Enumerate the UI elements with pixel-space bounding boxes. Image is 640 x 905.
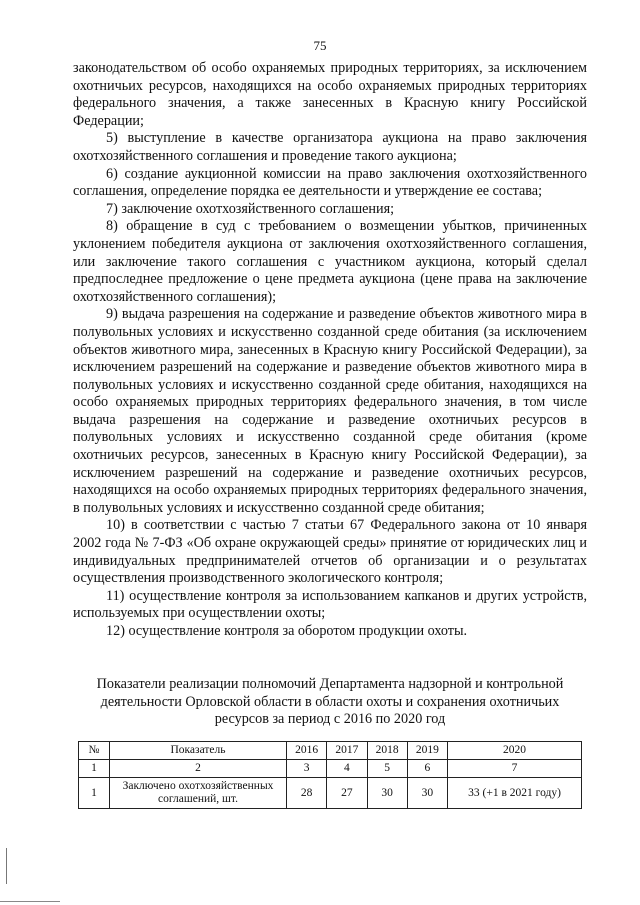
value-cell-2017: 27 [327, 778, 367, 809]
column-number-cell: 1 [79, 760, 110, 778]
indicators-table [78, 741, 582, 809]
column-number-cell: 5 [367, 760, 407, 778]
table-row [79, 778, 582, 809]
indicator-name-cell: Заключено охотхозяйственных соглашений, шт. [110, 778, 287, 809]
body-paragraph: 10) в соответствии с частью 7 статьи 67 Федерального закона от 10 января 2002 года № 7-ФЗ «Об охране окружающей среды» принятие от юридических лиц и индивидуальных предпринимателей отчетов об организации и о результатах осуществления производственного экологического контроля; [73, 517, 587, 587]
body-paragraph: 11) осуществление контроля за использованием капканов и других устройств, используемых при осуществлении охоты; [73, 587, 587, 622]
table-title: Показатели реализации полномочий Департамента надзорной и контрольной деятельности Орловской области в области охоты и сохранения охотничьих ресурсов за период с 2016 по 2020 год [96, 676, 564, 728]
column-number-cell: 7 [448, 760, 582, 778]
body-paragraph: 9) выдача разрешения на содержание и разведение объектов животного мира в полувольных условиях и искусственно созданной среде обитания (за исключением объектов животного мира, занесенных в Красную книгу Российской Федерации), за исключением разрешений на содержание и разведение объектов животного мира в полувольных условиях и искусственно созданной среде обитания, находящихся на особо охраняемых природных территориях федерального значения, в том числе выдача разрешения на содержание и разведение охотничьих ресурсов в полувольных условиях и искусственно созданной среде обитания (кроме охотничьих ресурсов, занесенных в Красную книгу Российской Федерации), за исключением разрешений на содержание и разведение охотничьих ресурсов, находящихся на особо охраняемых природных территориях федерального значения, в полувольных условиях и искусственно созданной среде обитания; [73, 306, 587, 516]
header-cell-year: 2018 [367, 742, 407, 760]
header-cell-year: 2020 [448, 742, 582, 760]
column-number-cell: 2 [110, 760, 287, 778]
value-cell-2016: 28 [287, 778, 327, 809]
header-cell-year: 2017 [327, 742, 367, 760]
column-number-cell: 6 [407, 760, 447, 778]
scan-bottom-line [0, 901, 60, 902]
value-cell-2018: 30 [367, 778, 407, 809]
header-cell-number: № [79, 742, 110, 760]
body-paragraph: 6) создание аукционной комиссии на право заключения охотхозяйственного соглашения, определение порядка ее деятельности и утверждение ее состава; [73, 165, 587, 200]
body-paragraph: 8) обращение в суд с требованием о возмещении убытков, причиненных уклонением победителя аукциона от заключения охотхозяйственного соглашения, или заключение такого соглашения с участником аукциона, который сделал предпоследнее предложение о цене предмета аукциона (цене права на заключение охотхозяйственного соглашения); [73, 218, 587, 305]
body-paragraph: 5) выступление в качестве организатора аукциона на право заключения охотхозяйственного соглашения и проведение такого аукциона; [73, 130, 587, 164]
value-cell-2020: 33 (+1 в 2021 году) [448, 778, 582, 809]
body-text [73, 60, 587, 641]
column-number-cell: 3 [287, 760, 327, 778]
row-number-cell: 1 [79, 778, 110, 809]
scan-margin-mark [6, 848, 7, 884]
column-number-cell: 4 [327, 760, 367, 778]
column-number-row [79, 760, 582, 778]
body-paragraph: законодательством об особо охраняемых природных территориях, за исключением охотничьих ресурсов, находящихся на особо охраняемых природных территориях федерального значения, а также занесенных в Красную книгу Российской Федерации; [73, 60, 587, 129]
value-cell-2019: 30 [407, 778, 447, 809]
body-paragraph: 12) осуществление контроля за оборотом продукции охоты. [106, 623, 468, 639]
header-cell-indicator: Показатель [110, 742, 287, 760]
page-number: 75 [313, 38, 327, 53]
body-paragraph: 7) заключение охотхозяйственного соглашения; [106, 200, 395, 217]
table-header-row [79, 742, 582, 760]
header-cell-year: 2019 [407, 742, 447, 760]
header-cell-year: 2016 [287, 742, 327, 760]
